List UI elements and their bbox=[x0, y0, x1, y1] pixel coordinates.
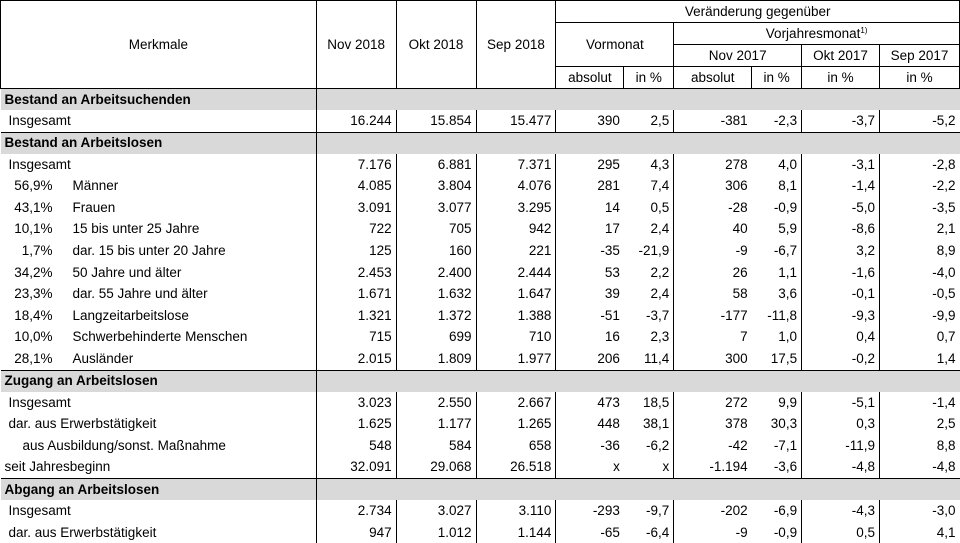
row-label bbox=[1, 197, 317, 219]
table-cell: -3,7 bbox=[624, 305, 674, 327]
table-cell: -8,6 bbox=[802, 218, 880, 240]
row-share-percent: 34,2% bbox=[1, 266, 53, 280]
table-cell: -1,4 bbox=[802, 175, 880, 197]
table-cell: 295 bbox=[556, 154, 624, 176]
table-cell: -1.194 bbox=[674, 456, 752, 478]
table-cell: 14 bbox=[556, 197, 624, 219]
table-cell: 7.176 bbox=[316, 154, 396, 176]
table-cell: 4.076 bbox=[476, 175, 556, 197]
table-cell: -0,9 bbox=[752, 522, 802, 543]
table-cell: -3,1 bbox=[802, 154, 880, 176]
header-vormonat: Vormonat bbox=[556, 23, 674, 67]
table-cell: 0,7 bbox=[880, 326, 960, 348]
table-cell: 40 bbox=[674, 218, 752, 240]
section-label: Bestand an Arbeitslosen bbox=[1, 132, 317, 154]
section-fill bbox=[316, 370, 959, 392]
row-label bbox=[1, 283, 317, 305]
row-label bbox=[1, 305, 317, 327]
row-label bbox=[1, 240, 317, 262]
table-cell: -11,8 bbox=[752, 305, 802, 327]
row-share-percent: 56,9% bbox=[1, 179, 53, 193]
row-share-percent: 43,1% bbox=[1, 201, 53, 215]
table-cell: -4,3 bbox=[802, 500, 880, 522]
table-row bbox=[1, 413, 960, 435]
section-fill bbox=[316, 132, 959, 154]
table-cell: 17,5 bbox=[752, 348, 802, 370]
table-cell: 58 bbox=[674, 283, 752, 305]
table-cell: x bbox=[624, 456, 674, 478]
table-cell: 0,3 bbox=[802, 413, 880, 435]
row-label-text: dar. 55 Jahre und älter bbox=[73, 286, 208, 301]
footnote-marker: 1) bbox=[860, 26, 867, 35]
row-label-text: Männer bbox=[73, 178, 119, 193]
table-row bbox=[1, 348, 960, 370]
section-label: Zugang an Arbeitslosen bbox=[1, 370, 317, 392]
table-cell: -3,7 bbox=[802, 110, 880, 132]
table-cell: 278 bbox=[674, 154, 752, 176]
row-label: dar. aus Erwerbstätigkeit bbox=[1, 413, 317, 435]
table-cell: 7.371 bbox=[476, 154, 556, 176]
table-cell: -36 bbox=[556, 435, 624, 457]
table-cell: 15.477 bbox=[476, 110, 556, 132]
table-cell: 1.265 bbox=[476, 413, 556, 435]
table-cell: 3.027 bbox=[396, 500, 476, 522]
table-row bbox=[1, 110, 960, 132]
row-share-percent: 10,0% bbox=[1, 330, 53, 344]
table-cell: 2.453 bbox=[316, 262, 396, 284]
table-cell: -28 bbox=[674, 197, 752, 219]
row-share-percent: 1,7% bbox=[1, 244, 53, 258]
table-cell: 947 bbox=[316, 522, 396, 543]
table-row bbox=[1, 326, 960, 348]
row-label-text: 50 Jahre und älter bbox=[73, 265, 182, 280]
table-cell: 658 bbox=[476, 435, 556, 457]
table-cell: 1,1 bbox=[752, 262, 802, 284]
table-cell: -3,5 bbox=[880, 197, 960, 219]
table-row bbox=[1, 435, 960, 457]
row-label-text: 15 bis unter 25 Jahre bbox=[73, 221, 200, 236]
table-cell: -9,3 bbox=[802, 305, 880, 327]
table-cell: -2,8 bbox=[880, 154, 960, 176]
table-cell: 710 bbox=[476, 326, 556, 348]
table-cell: 2.400 bbox=[396, 262, 476, 284]
table-cell: 32.091 bbox=[316, 456, 396, 478]
table-cell: 942 bbox=[476, 218, 556, 240]
table-cell: 3,2 bbox=[802, 240, 880, 262]
table-cell: -1,4 bbox=[880, 392, 960, 414]
table-cell: -9 bbox=[674, 240, 752, 262]
table-cell: -0,9 bbox=[752, 197, 802, 219]
table-cell: -1,6 bbox=[802, 262, 880, 284]
table-cell: 2,2 bbox=[624, 262, 674, 284]
table-cell: 6.881 bbox=[396, 154, 476, 176]
row-label: Insgesamt bbox=[1, 392, 317, 414]
table-cell: 4,0 bbox=[752, 154, 802, 176]
table-cell: 584 bbox=[396, 435, 476, 457]
table-row bbox=[1, 154, 960, 176]
table-cell: -4,8 bbox=[802, 456, 880, 478]
table-cell: 160 bbox=[396, 240, 476, 262]
table-cell: 0,4 bbox=[802, 326, 880, 348]
table-cell: -5,0 bbox=[802, 197, 880, 219]
header-veraenderung: Veränderung gegenüber bbox=[556, 1, 960, 23]
table-cell: 206 bbox=[556, 348, 624, 370]
table-cell: 1.647 bbox=[476, 283, 556, 305]
table-cell: 9,9 bbox=[752, 392, 802, 414]
table-row bbox=[1, 262, 960, 284]
table-cell: -11,9 bbox=[802, 435, 880, 457]
table-cell: 548 bbox=[316, 435, 396, 457]
row-label-text: Frauen bbox=[73, 200, 116, 215]
header-sep-2017: Sep 2017 bbox=[880, 45, 960, 67]
row-label-text: dar. 15 bis unter 20 Jahre bbox=[73, 243, 226, 258]
table-row bbox=[1, 392, 960, 414]
table-cell: 722 bbox=[316, 218, 396, 240]
table-cell: 39 bbox=[556, 283, 624, 305]
section-fill bbox=[316, 478, 959, 500]
table-cell: -3,6 bbox=[752, 456, 802, 478]
table-row bbox=[1, 175, 960, 197]
row-label: seit Jahresbeginn bbox=[1, 456, 317, 478]
header-absolut-vormonat: absolut bbox=[556, 67, 624, 89]
row-share-percent: 28,1% bbox=[1, 352, 53, 366]
table-cell: 715 bbox=[316, 326, 396, 348]
row-label: dar. aus Erwerbstätigkeit bbox=[1, 522, 317, 543]
table-cell: 17 bbox=[556, 218, 624, 240]
table-cell: -2,2 bbox=[880, 175, 960, 197]
table-cell: 53 bbox=[556, 262, 624, 284]
section-header-row bbox=[1, 89, 960, 111]
table-cell: -6,2 bbox=[624, 435, 674, 457]
row-label: Insgesamt bbox=[1, 110, 317, 132]
table-cell: -9,7 bbox=[624, 500, 674, 522]
row-share-percent: 10,1% bbox=[1, 222, 53, 236]
table-cell: -9,9 bbox=[880, 305, 960, 327]
table-cell: -4,8 bbox=[880, 456, 960, 478]
table-cell: 8,1 bbox=[752, 175, 802, 197]
row-label bbox=[1, 348, 317, 370]
table-cell: 26 bbox=[674, 262, 752, 284]
row-label: Insgesamt bbox=[1, 154, 317, 176]
table-cell: 1,4 bbox=[880, 348, 960, 370]
table-cell: 1.012 bbox=[396, 522, 476, 543]
table-cell: -381 bbox=[674, 110, 752, 132]
table-cell: 272 bbox=[674, 392, 752, 414]
table-cell: 1.388 bbox=[476, 305, 556, 327]
table-cell: 448 bbox=[556, 413, 624, 435]
row-label bbox=[1, 326, 317, 348]
table-cell: -51 bbox=[556, 305, 624, 327]
table-cell: 281 bbox=[556, 175, 624, 197]
table-row bbox=[1, 305, 960, 327]
table-cell: 306 bbox=[674, 175, 752, 197]
table-cell: 699 bbox=[396, 326, 476, 348]
table-cell: -293 bbox=[556, 500, 624, 522]
header-nov-2018: Nov 2018 bbox=[316, 1, 396, 89]
table-row bbox=[1, 240, 960, 262]
table-row bbox=[1, 218, 960, 240]
table-cell: 2.667 bbox=[476, 392, 556, 414]
header-inpct-sep2017: in % bbox=[880, 67, 960, 89]
table-cell: 16.244 bbox=[316, 110, 396, 132]
table-cell: 1.671 bbox=[316, 283, 396, 305]
table-cell: 5,9 bbox=[752, 218, 802, 240]
table-cell: 3,6 bbox=[752, 283, 802, 305]
table-cell: -2,3 bbox=[752, 110, 802, 132]
table-cell: 1,0 bbox=[752, 326, 802, 348]
table-row bbox=[1, 522, 960, 543]
header-okt-2017: Okt 2017 bbox=[802, 45, 880, 67]
table-cell: 2,5 bbox=[880, 413, 960, 435]
table-cell: 2,3 bbox=[624, 326, 674, 348]
table-cell: x bbox=[556, 456, 624, 478]
row-label-text: Schwerbehinderte Menschen bbox=[73, 329, 248, 344]
section-header-row bbox=[1, 132, 960, 154]
row-label-text: Ausländer bbox=[73, 351, 134, 366]
row-label: aus Ausbildung/sonst. Maßnahme bbox=[1, 435, 317, 457]
table-cell: 7,4 bbox=[624, 175, 674, 197]
table-cell: 2,5 bbox=[624, 110, 674, 132]
table-cell: 1.372 bbox=[396, 305, 476, 327]
table-cell: -21,9 bbox=[624, 240, 674, 262]
table-cell: 2,4 bbox=[624, 218, 674, 240]
header-nov-2017: Nov 2017 bbox=[674, 45, 802, 67]
row-label bbox=[1, 175, 317, 197]
table-cell: -0,2 bbox=[802, 348, 880, 370]
table-cell: 473 bbox=[556, 392, 624, 414]
table-cell: 1.321 bbox=[316, 305, 396, 327]
table-cell: 125 bbox=[316, 240, 396, 262]
table-cell: 1.144 bbox=[476, 522, 556, 543]
table-row bbox=[1, 456, 960, 478]
table-cell: 1.809 bbox=[396, 348, 476, 370]
section-header-row bbox=[1, 478, 960, 500]
table-cell: 3.110 bbox=[476, 500, 556, 522]
table-cell: 0,5 bbox=[624, 197, 674, 219]
table-cell: -6,4 bbox=[624, 522, 674, 543]
header-merkmale: Merkmale bbox=[1, 1, 317, 89]
table-cell: 2,4 bbox=[624, 283, 674, 305]
header-inpct-vormonat: in % bbox=[624, 67, 674, 89]
table-cell: 1.632 bbox=[396, 283, 476, 305]
table-cell: -202 bbox=[674, 500, 752, 522]
table-cell: 3.077 bbox=[396, 197, 476, 219]
table-cell: 8,9 bbox=[880, 240, 960, 262]
table-cell: 8,8 bbox=[880, 435, 960, 457]
header-inpct-okt2017: in % bbox=[802, 67, 880, 89]
header-inpct-nov2017: in % bbox=[752, 67, 802, 89]
table-row bbox=[1, 197, 960, 219]
row-share-percent: 23,3% bbox=[1, 287, 53, 301]
table-cell: 4,3 bbox=[624, 154, 674, 176]
table-cell: -4,0 bbox=[880, 262, 960, 284]
section-label: Abgang an Arbeitslosen bbox=[1, 478, 317, 500]
table-cell: 1.177 bbox=[396, 413, 476, 435]
table-cell: -5,1 bbox=[802, 392, 880, 414]
row-label bbox=[1, 262, 317, 284]
table-cell: 390 bbox=[556, 110, 624, 132]
table-cell: 18,5 bbox=[624, 392, 674, 414]
section-label: Bestand an Arbeitsuchenden bbox=[1, 89, 317, 111]
table-cell: -177 bbox=[674, 305, 752, 327]
table-cell: -65 bbox=[556, 522, 624, 543]
table-cell: 15.854 bbox=[396, 110, 476, 132]
table-cell: 4.085 bbox=[316, 175, 396, 197]
table-cell: 300 bbox=[674, 348, 752, 370]
table-cell: 705 bbox=[396, 218, 476, 240]
row-label bbox=[1, 218, 317, 240]
table-cell: 3.023 bbox=[316, 392, 396, 414]
table-cell: 3.091 bbox=[316, 197, 396, 219]
table-cell: 0,5 bbox=[802, 522, 880, 543]
table-cell: 2,1 bbox=[880, 218, 960, 240]
table-cell: -6,9 bbox=[752, 500, 802, 522]
table-cell: 2.734 bbox=[316, 500, 396, 522]
header-vorjahresmonat: Vorjahresmonat$^{1)}$ bbox=[674, 23, 960, 45]
table-cell: 11,4 bbox=[624, 348, 674, 370]
table-cell: 30,3 bbox=[752, 413, 802, 435]
header-okt-2018: Okt 2018 bbox=[396, 1, 476, 89]
table-row bbox=[1, 500, 960, 522]
table-cell: 4,1 bbox=[880, 522, 960, 543]
table-cell: 16 bbox=[556, 326, 624, 348]
section-fill bbox=[316, 89, 959, 111]
table-cell: 3.295 bbox=[476, 197, 556, 219]
table-row bbox=[1, 283, 960, 305]
table-cell: -0,5 bbox=[880, 283, 960, 305]
row-label: Insgesamt bbox=[1, 500, 317, 522]
table-cell: 221 bbox=[476, 240, 556, 262]
table-cell: 38,1 bbox=[624, 413, 674, 435]
table-cell: 29.068 bbox=[396, 456, 476, 478]
table-cell: -7,1 bbox=[752, 435, 802, 457]
row-label-text: Langzeitarbeitslose bbox=[73, 308, 189, 323]
table-cell: 1.625 bbox=[316, 413, 396, 435]
table-cell: 26.518 bbox=[476, 456, 556, 478]
table-cell: -6,7 bbox=[752, 240, 802, 262]
table-cell: 2.015 bbox=[316, 348, 396, 370]
section-header-row bbox=[1, 370, 960, 392]
table-cell: -9 bbox=[674, 522, 752, 543]
table-cell: 3.804 bbox=[396, 175, 476, 197]
header-sep-2018: Sep 2018 bbox=[476, 1, 556, 89]
header-absolut-nov2017: absolut bbox=[674, 67, 752, 89]
table-cell: -5,2 bbox=[880, 110, 960, 132]
table-cell: 1.977 bbox=[476, 348, 556, 370]
row-share-percent: 18,4% bbox=[1, 309, 53, 323]
table-header bbox=[1, 1, 960, 89]
table-cell: 378 bbox=[674, 413, 752, 435]
table-cell: -42 bbox=[674, 435, 752, 457]
table-cell: 2.444 bbox=[476, 262, 556, 284]
table-body bbox=[1, 89, 960, 543]
table-cell: 2.550 bbox=[396, 392, 476, 414]
table-cell: -3,0 bbox=[880, 500, 960, 522]
table-cell: -0,1 bbox=[802, 283, 880, 305]
table-cell: 7 bbox=[674, 326, 752, 348]
table-cell: -35 bbox=[556, 240, 624, 262]
